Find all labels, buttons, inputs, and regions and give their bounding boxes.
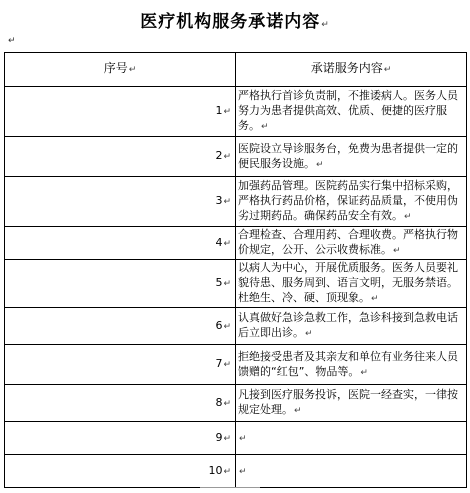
- row-content-cell: [236, 345, 467, 385]
- row-text: 以病人为中心，开展优质服务。医务人员要礼貌待患、服务周到、语言文明，无服务禁语。杜绝生、冷、硬、顶现象。: [238, 261, 458, 304]
- table-row: [5, 422, 467, 455]
- row-text: 拒绝接受患者及其亲友和单位有业务往来人员馈赠的“红包”、物品等。: [238, 349, 458, 378]
- row-content-cell: [236, 422, 467, 455]
- paragraph-mark-icon: ↵: [223, 238, 231, 249]
- row-number-cell: [5, 260, 236, 308]
- row-number-cell: [5, 87, 236, 137]
- row-content-cell: [236, 385, 467, 422]
- paragraph-mark-icon: ↵: [294, 406, 302, 416]
- row-number: 8: [215, 395, 223, 409]
- document-title: [0, 10, 470, 37]
- paragraph-mark-icon: ↵: [360, 367, 368, 378]
- header-number-cell: [5, 53, 236, 87]
- row-number: 6: [215, 318, 223, 332]
- paragraph-mark-icon: ↵: [223, 107, 231, 117]
- paragraph-mark-icon: ↵: [305, 329, 313, 339]
- table-row: [5, 308, 467, 345]
- row-number-cell: [5, 177, 236, 227]
- paragraph-mark-icon: ↵: [371, 294, 379, 304]
- table-row: [5, 385, 467, 422]
- row-content-cell: [236, 177, 467, 227]
- row-text: 认真做好急诊急救工作，急诊科接到急救电话后立即出诊。: [238, 311, 458, 339]
- row-number: 1: [215, 104, 223, 117]
- row-text: 严格执行首诊负责制，不推诿病人。医务人员努力为患者提供高效、优质、便捷的医疗服务。: [238, 89, 458, 132]
- row-content-cell: [236, 87, 467, 137]
- row-content-cell: [236, 227, 467, 260]
- row-number: 7: [215, 357, 223, 370]
- table-row: [5, 260, 467, 308]
- paragraph-mark-icon: ↵: [8, 36, 16, 46]
- paragraph-mark-icon: ↵: [223, 398, 231, 409]
- header-number-label: 序号: [103, 61, 128, 75]
- paragraph-mark-icon: ↵: [223, 152, 231, 162]
- row-content-cell: [236, 308, 467, 345]
- commitment-table: [4, 52, 467, 488]
- paragraph-mark-icon: ↵: [223, 466, 231, 477]
- row-number-cell: [5, 345, 236, 385]
- row-number-cell: [5, 137, 236, 177]
- paragraph-mark-icon: ↵: [239, 433, 247, 444]
- document-title-text: 医疗机构服务承诺内容: [140, 12, 321, 32]
- row-text: 合理检查、合理用药、合理收费。严格执行物价规定，公开、公示收费标准。: [238, 228, 458, 256]
- paragraph-mark-icon: ↵: [316, 159, 324, 170]
- row-content-cell: [236, 137, 467, 177]
- header-content-cell: [236, 53, 467, 87]
- cut-off-text-line: [200, 487, 260, 491]
- row-number: 9: [215, 430, 223, 444]
- table-row: [5, 87, 467, 137]
- paragraph-mark-icon: ↵: [223, 360, 231, 370]
- row-number-cell: [5, 422, 236, 455]
- row-number: 10: [208, 463, 223, 477]
- row-number: 3: [215, 194, 223, 207]
- paragraph-mark-icon: ↵: [261, 122, 269, 132]
- row-number: 4: [215, 235, 223, 249]
- row-number-cell: [5, 385, 236, 422]
- row-content-cell: [236, 260, 467, 308]
- row-text: 加强药品管理。医院药品实行集中招标采购，严格执行药品价格，保证药品质量，不使用伪劣过期药品。确保药品安全有效。: [238, 179, 458, 222]
- table-header-row: [5, 53, 467, 87]
- paragraph-mark-icon: ↵: [223, 433, 231, 444]
- row-text: 凡接到医疗服务投诉，医院一经查实，一律按规定处理。: [238, 388, 458, 416]
- row-number: 2: [215, 149, 223, 162]
- row-number: 5: [215, 276, 223, 289]
- row-content-cell: [236, 455, 467, 488]
- paragraph-mark-icon: ↵: [128, 65, 137, 75]
- table-row: [5, 345, 467, 385]
- table-row: [5, 137, 467, 177]
- table-row: [5, 455, 467, 488]
- paragraph-mark-icon: ↵: [404, 212, 412, 222]
- paragraph-mark-icon: ↵: [321, 20, 330, 30]
- row-text: 医院设立导诊服务台，免费为患者提供一定的便民服务设施。: [238, 141, 458, 170]
- paragraph-mark-icon: ↵: [223, 279, 231, 289]
- row-number-cell: [5, 308, 236, 345]
- row-number-cell: [5, 227, 236, 260]
- table-row: [5, 227, 467, 260]
- table-row: [5, 177, 467, 227]
- header-content-label: 承诺服务内容: [310, 61, 383, 75]
- paragraph-mark-icon: ↵: [223, 321, 231, 332]
- row-number-cell: [5, 455, 236, 488]
- paragraph-mark-icon: ↵: [383, 65, 392, 75]
- paragraph-mark-icon: ↵: [393, 246, 401, 256]
- paragraph-mark-icon: ↵: [239, 466, 247, 477]
- paragraph-mark-icon: ↵: [223, 197, 231, 207]
